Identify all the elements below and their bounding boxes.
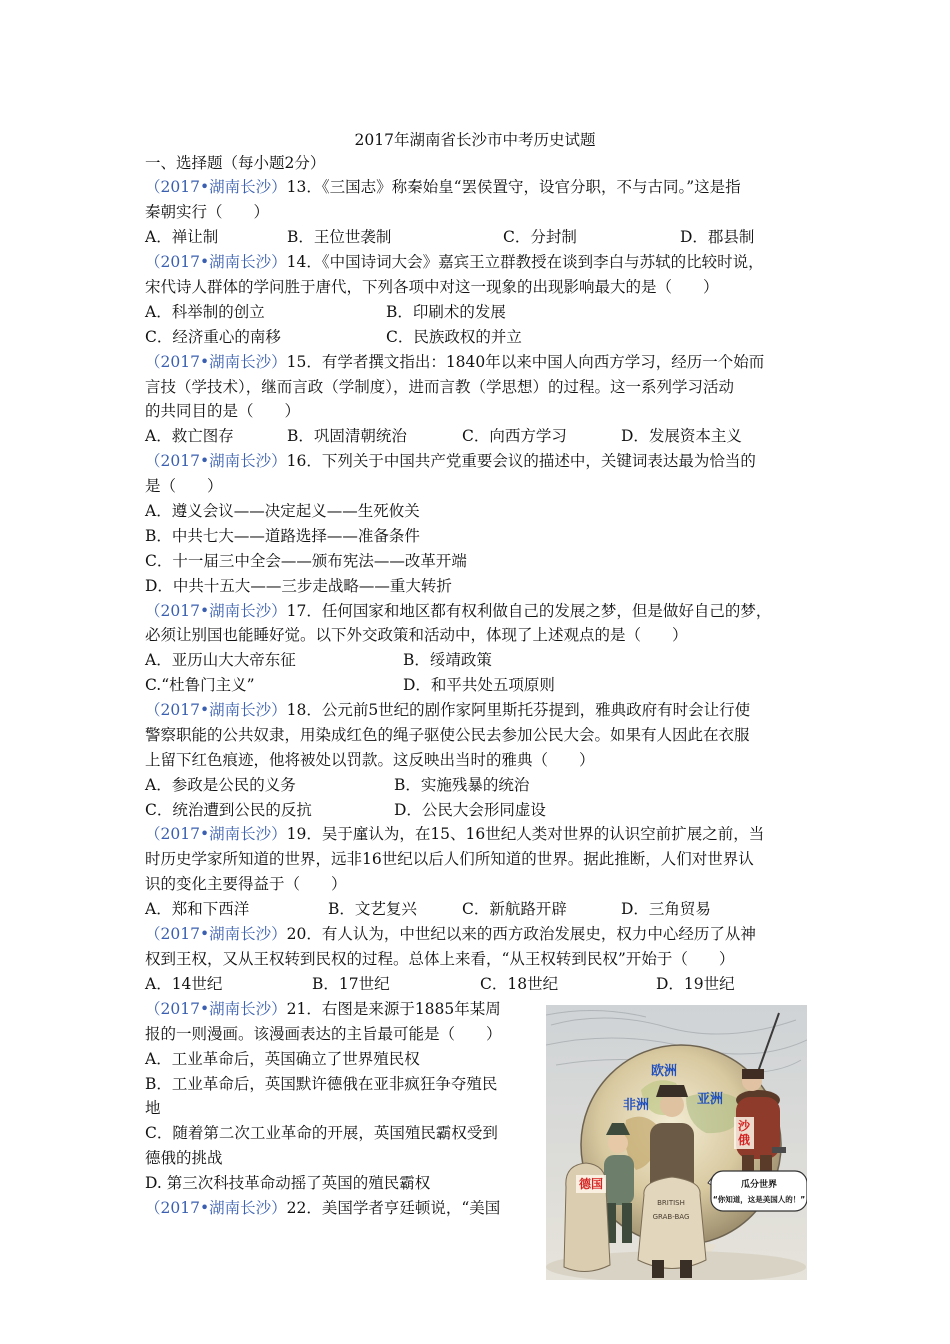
bubble-text: “你知道，这是美国人的！” — [712, 1195, 806, 1204]
speech-bubble — [711, 1171, 807, 1211]
option-b: B．王位世袭制 — [287, 228, 392, 246]
question-21 — [145, 998, 501, 1020]
option-c: C．随着第二次工业革命的开展，英国殖民霸权受到 — [145, 1124, 498, 1142]
label-germany: 德国 — [578, 1177, 604, 1191]
cartoon-illustration — [546, 1005, 807, 1280]
question-text: 13．《三国志》称秦始皇“罢侯置守，设官分职，不与古同。”这是指 — [286, 178, 741, 196]
option-a: A．禅让制 — [145, 228, 219, 246]
source-tag: （2017•湖南长沙） — [145, 701, 287, 719]
option-a: A．亚历山大大帝东征 — [145, 651, 296, 669]
option-b: B．绥靖政策 — [403, 651, 492, 669]
option-c: C．18世纪 — [480, 975, 559, 993]
option-b: B．文艺复兴 — [328, 900, 417, 918]
option-d: C．民族政权的并立 — [386, 328, 522, 346]
option-a: A．救亡图存 — [145, 427, 234, 445]
option-b-cont: 地 — [145, 1099, 161, 1117]
option-d: D．和平共处五项原则 — [403, 676, 555, 694]
label-africa: 非洲 — [622, 1098, 650, 1113]
label-asia: 亚洲 — [696, 1092, 724, 1107]
question-text: 21．右图是来源于1885年某周 — [286, 1000, 501, 1018]
option-b: B．实施残暴的统治 — [394, 776, 530, 794]
section-heading: 一、选择题（每小题2分） — [145, 154, 326, 172]
option-a: A．14世纪 — [145, 975, 223, 993]
option-c: C．分封制 — [503, 228, 577, 246]
source-tag: （2017•湖南长沙） — [145, 178, 287, 196]
question-17-cont: 必须让别国也能睡好觉。以下外交政策和活动中，体现了上述观点的是（ ） — [145, 626, 688, 644]
option-c: C．向西方学习 — [462, 427, 567, 445]
option-c: C．统治遭到公民的反抗 — [145, 801, 312, 819]
question-16-cont: 是（ ） — [145, 477, 223, 495]
question-text: 20．有人认为，中世纪以来的西方政治发展史，权力中心经历了从神 — [286, 925, 756, 943]
option-d: D. 第三次科技革命动摇了英国的殖民霸权 — [145, 1174, 431, 1192]
question-14 — [145, 251, 764, 273]
option-a: A．科举制的创立 — [145, 303, 265, 321]
source-tag: （2017•湖南长沙） — [145, 1000, 287, 1018]
option-b: B．工业革命后，英国默许德俄在亚非疯狂争夺殖民 — [145, 1075, 498, 1093]
option-c-cont: 德俄的挑战 — [145, 1149, 223, 1167]
question-22 — [145, 1197, 500, 1219]
question-text: 18．公元前5世纪的剧作家阿里斯托芬提到，雅典政府有时会让行使 — [286, 701, 751, 719]
question-text: 19．吴于廑认为，在15、16世纪人类对世界的认识空前扩展之前，当 — [286, 825, 765, 843]
source-tag: （2017•湖南长沙） — [145, 353, 287, 371]
source-tag: （2017•湖南长沙） — [145, 602, 287, 620]
question-13 — [145, 176, 741, 198]
question-13-cont: 秦朝实行（ ） — [145, 203, 270, 221]
question-18-cont: 警察职能的公共奴隶，用染成红色的绳子驱使公民去参加公民大会。如果有人因此在衣服 — [145, 726, 750, 744]
question-18 — [145, 699, 750, 721]
option-c: C．新航路开辟 — [462, 900, 567, 918]
option-a: A．遵义会议——决定起义——生死攸关 — [145, 502, 420, 520]
question-21-cont: 报的一则漫画。该漫画表达的主旨最可能是（ ） — [145, 1025, 502, 1043]
question-15-cont: 言技（学技术），继而言政（学制度），进而言教（学思想）的过程。这一系列学习活动 — [145, 378, 735, 396]
question-15-cont2: 的共同目的是（ ） — [145, 402, 301, 420]
question-19-cont: 时历史学家所知道的世界，远非16世纪以后人们所知道的世界。据此推断，人们对世界认 — [145, 850, 754, 868]
bag-label-1: BRITISH — [657, 1199, 685, 1207]
question-20 — [145, 923, 756, 945]
source-tag: （2017•湖南长沙） — [145, 452, 287, 470]
option-c: C．经济重心的南移 — [145, 328, 281, 346]
option-d: D．三角贸易 — [621, 900, 711, 918]
option-a: A．工业革命后，英国确立了世界殖民权 — [145, 1050, 420, 1068]
source-tag: （2017•湖南长沙） — [145, 1199, 287, 1217]
option-b: B．巩固清朝统治 — [287, 427, 407, 445]
question-text: 15．有学者撰文指出：1840年以来中国人向西方学习，经历一个始而 — [286, 353, 765, 371]
option-d: D．发展资本主义 — [621, 427, 742, 445]
source-tag: （2017•湖南长沙） — [145, 253, 287, 271]
question-text: 22．美国学者亨廷顿说，“美国 — [286, 1199, 501, 1217]
question-19 — [145, 823, 764, 845]
option-a: A．郑和下西洋 — [145, 900, 250, 918]
bubble-title: 瓜分世界 — [740, 1180, 778, 1190]
option-d: D．中共十五大——三步走战略——重大转折 — [145, 577, 452, 595]
option-d: D．公民大会形同虚设 — [394, 801, 546, 819]
question-18-cont2: 上留下红色痕迹，他将被处以罚款。这反映出当时的雅典（ ） — [145, 751, 595, 769]
option-c: C．十一届三中全会——颁布宪法——改革开端 — [145, 552, 467, 570]
question-19-cont2: 识的变化主要得益于（ ） — [145, 875, 347, 893]
cartoon-figure — [546, 1005, 807, 1280]
question-text: 17．任何国家和地区都有权利做自己的发展之梦，但是做好自己的梦， — [286, 602, 772, 620]
option-b: B．中共七大——道路选择——准备条件 — [145, 527, 420, 545]
label-europe: 欧洲 — [650, 1064, 678, 1079]
question-15 — [145, 351, 764, 373]
question-16 — [145, 450, 756, 472]
option-c: C.“杜鲁门主义” — [145, 676, 255, 694]
option-a: A．参政是公民的义务 — [145, 776, 296, 794]
question-17 — [145, 600, 771, 622]
question-14-cont: 宋代诗人群体的学问胜于唐代，下列各项中对这一现象的出现影响最大的是（ ） — [145, 278, 719, 296]
option-b: B．印刷术的发展 — [386, 303, 506, 321]
page-title: 2017年湖南省长沙市中考历史试题 — [354, 131, 596, 149]
source-tag: （2017•湖南长沙） — [145, 925, 287, 943]
bag-label-2: GRAB-BAG — [652, 1213, 690, 1221]
option-d: D．19世纪 — [656, 975, 735, 993]
label-russia: 沙俄 — [737, 1119, 751, 1147]
option-d: D．郡县制 — [680, 228, 755, 246]
question-text: 14．《中国诗词大会》嘉宾王立群教授在谈到李白与苏轼的比较时说， — [286, 253, 764, 271]
question-20-cont: 权到王权，又从王权转到民权的过程。总体上来看，“从王权转到民权”开始于（ ） — [145, 950, 735, 968]
option-b: B．17世纪 — [312, 975, 390, 993]
question-text: 16．下列关于中国共产党重要会议的描述中，关键词表达最为恰当的 — [286, 452, 756, 470]
source-tag: （2017•湖南长沙） — [145, 825, 287, 843]
